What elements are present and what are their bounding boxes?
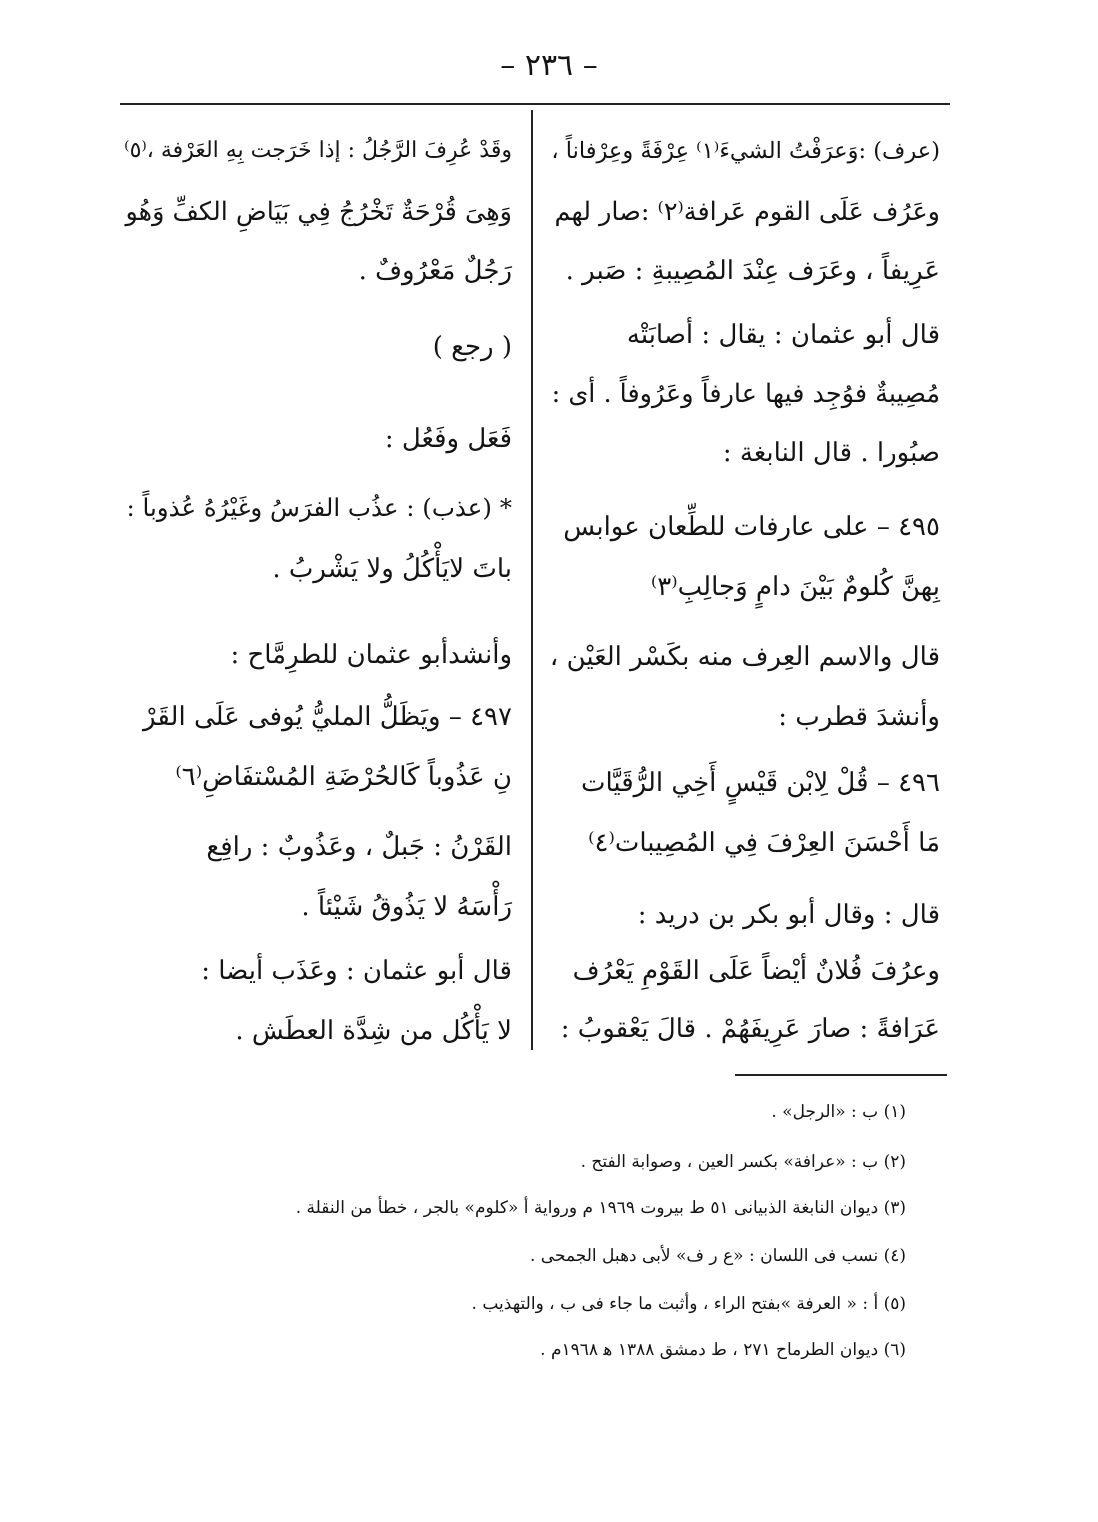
text-line: وَهِىَ قُرْحَةٌ تَخْرُجُ فِي بَيَاضِ الكفِّ وَهُو xyxy=(125,197,512,227)
footnote: (٢) ب : «عرافة» بكسر العين ، وصوابة الفتح . xyxy=(580,1152,906,1172)
text-line: صبُورا . قال النابغة : xyxy=(722,438,940,468)
text-line: باتَ لايَأْكُلُ ولا يَشْربُ . xyxy=(272,554,512,584)
text-line: رَجُلٌ مَعْرُوفٌ . xyxy=(358,256,512,286)
footnote-rule xyxy=(735,1074,947,1076)
text-line: وأنشدأبو عثمان للطرِمَّاح : xyxy=(230,640,512,670)
text-line: مُصِيبةٌ فوُجِد فيها عارفاً وعَرُوفاً . أى : xyxy=(551,379,940,409)
section-heading: ( رجع ) xyxy=(432,332,512,362)
text-line: لا يَأْكُل من شِدَّة العطَش . xyxy=(235,1016,512,1046)
text-line: قال أبو عثمان : وعَذَب أيضا : xyxy=(201,956,512,986)
text-line: قال : وقال أبو بكر بن دريد : xyxy=(637,900,940,930)
verse-line: ٤٩٥ – على عارفات للطِّعان عوابس xyxy=(563,512,940,542)
text-line: * (عذب) : عذُب الفرَسُ وغَيْرُهُ عُذوباً : xyxy=(126,493,512,522)
text-line: قال والاسم العِرف منه بكَسْر العَيْن ، xyxy=(549,642,940,672)
text-line: (عرف) :وَعرَفْتُ الشيءَ⁽١⁾ عِرْفَةً وعِرْفاناً ، xyxy=(551,138,940,164)
text-line: رَأْسَهُ لا يَذُوقُ شَيْئاً . xyxy=(301,892,512,922)
text-line: وأنشدَ قطرب : xyxy=(778,702,940,732)
text-line: عَرِيفاً ، وعَرَف عِنْدَ المُصِيبةِ : صَبر . xyxy=(565,256,940,286)
header-rule xyxy=(120,103,950,105)
footnote: (٤) نسب فى اللسان : «ع ر ف» لأبى دهبل الجمحى . xyxy=(530,1246,906,1266)
verse-line: بِهنَّ كُلومٌ بَيْنَ دامٍ وَجالِبِ⁽٣⁾ xyxy=(650,572,940,602)
verse-line: نِ عَذُوباً كَالحُرْضَةِ المُسْتفَاضِ⁽٦⁾ xyxy=(175,762,512,792)
text-line: القَرْنُ : جَبلٌ ، وعَذُوبٌ : رافِع xyxy=(206,832,512,862)
text-line: وعَرُف عَلَى القوم عَرافة⁽٢⁾ :صار لهم xyxy=(554,197,940,227)
section-heading: فَعَل وفَعُل : xyxy=(384,424,512,454)
verse-line: ٤٩٦ – قُلْ لِابْن قَيْسٍ أَخِي الرُّقَيَّات xyxy=(580,768,940,798)
footnote: (٦) ديوان الطرماح ٢٧١ ، ط دمشق ١٣٨٨ ﻫ ١٩٦٨م . xyxy=(540,1340,906,1360)
verse-line: مَا أَحْسَنَ العِرْفَ فِي المُصِيبات⁽٤⁾ xyxy=(588,828,940,858)
text-line: وعرُفَ فُلانٌ أيْضاً عَلَى القَوْمِ يَعْرُف xyxy=(572,956,940,986)
column-divider xyxy=(531,110,533,1050)
text-line: قال أبو عثمان : يقال : أصابَتْه xyxy=(626,320,940,350)
page-number: – ٢٣٦ – xyxy=(500,48,598,83)
text-line: وقَدْ عُرِفَ الرَّجُلُ : إذا خَرَجت بِهِ العَرْفة ،⁽٥⁾ xyxy=(124,138,512,163)
verse-line: ٤٩٧ – ويَظَلُّ المليُّ يُوفى عَلَى القَرْ xyxy=(143,702,512,732)
footnote: (١) ب : «الرجل» . xyxy=(771,1102,906,1122)
footnote: (٥) أ : « العرفة »بفتح الراء ، وأثبت ما جاء فى ب ، والتهذيب . xyxy=(471,1294,906,1314)
text-line: عَرَافةً : صارَ عَرِيفَهُمْ . قالَ يَعْقوبُ : xyxy=(560,1014,940,1044)
footnote: (٣) ديوان النابغة الذبيانى ٥١ ط بيروت ١٩٦٩ م ورواية أ «كلوم» بالجر ، خطأ من النقلة . xyxy=(295,1198,906,1218)
